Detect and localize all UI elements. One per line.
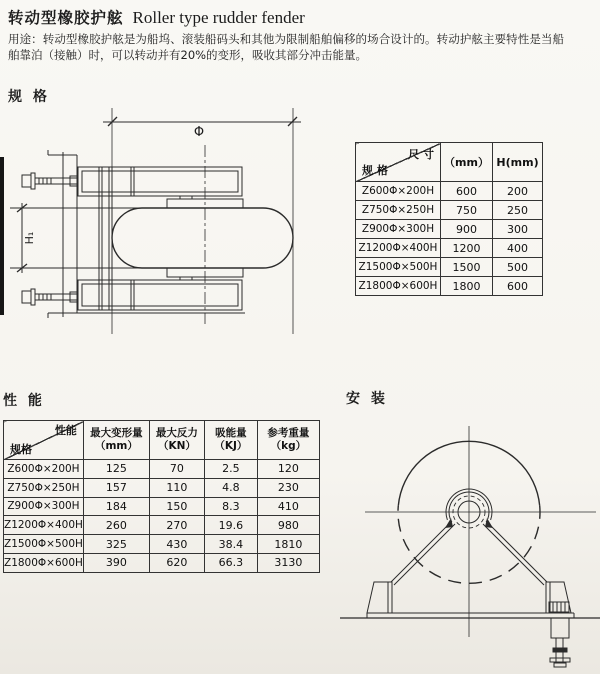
table-row bbox=[4, 478, 320, 497]
spec-table-header bbox=[356, 143, 543, 182]
frame-posts bbox=[99, 167, 112, 310]
model-cell: Z1800Φ×600H bbox=[4, 553, 84, 572]
model-cell: Z1500Φ×500H bbox=[356, 258, 441, 277]
corner-label-size: 尺 寸 bbox=[408, 148, 434, 161]
col-header-energy bbox=[204, 421, 257, 460]
table-row bbox=[356, 182, 543, 201]
height-dimension bbox=[10, 203, 263, 273]
col-header-weight bbox=[257, 421, 319, 460]
height-dim-label: H₁ bbox=[23, 231, 36, 245]
height-cell: 500 bbox=[493, 258, 543, 277]
table-row bbox=[356, 258, 543, 277]
corner-label-model: 规格 bbox=[10, 443, 32, 456]
header-unit: （KN） bbox=[157, 440, 196, 452]
spec-section-heading: 规 格 bbox=[8, 89, 50, 105]
header-label: 最大变形量 bbox=[90, 427, 143, 439]
height-cell: 200 bbox=[493, 182, 543, 201]
table-row bbox=[4, 516, 320, 535]
frame-top-beam bbox=[78, 167, 242, 196]
performance-section-heading: 性 能 bbox=[3, 393, 45, 409]
deflection-cell: 260 bbox=[83, 516, 149, 535]
anchor-bolt-head bbox=[549, 602, 569, 612]
table-row bbox=[4, 460, 320, 479]
col-header-deflection bbox=[83, 421, 149, 460]
diameter-cell: 1800 bbox=[441, 277, 493, 296]
header-label: 参考重量 bbox=[267, 427, 310, 439]
left-foot bbox=[367, 582, 392, 613]
table-row bbox=[4, 535, 320, 554]
right-foot bbox=[546, 582, 571, 613]
corner-label-performance: 性能 bbox=[54, 424, 77, 437]
model-cell: Z600Φ×200H bbox=[4, 460, 84, 479]
spec-corner-cell bbox=[356, 143, 441, 182]
weight-cell: 1810 bbox=[257, 535, 319, 554]
table-row bbox=[4, 497, 320, 516]
diameter-cell: 600 bbox=[441, 182, 493, 201]
diameter-cell: 900 bbox=[441, 220, 493, 239]
model-cell: Z900Φ×300H bbox=[356, 220, 441, 239]
diameter-cell: 1200 bbox=[441, 239, 493, 258]
performance-table bbox=[3, 420, 320, 573]
reaction-cell: 150 bbox=[149, 497, 204, 516]
reaction-cell: 70 bbox=[149, 460, 204, 479]
deflection-cell: 325 bbox=[83, 535, 149, 554]
height-cell: 300 bbox=[493, 220, 543, 239]
height-cell: 400 bbox=[493, 239, 543, 258]
model-cell: Z600Φ×200H bbox=[356, 182, 441, 201]
deflection-cell: 184 bbox=[83, 497, 149, 516]
model-cell: Z1800Φ×600H bbox=[356, 277, 441, 296]
table-row bbox=[356, 277, 543, 296]
model-cell: Z1200Φ×400H bbox=[356, 239, 441, 258]
energy-cell: 8.3 bbox=[204, 497, 257, 516]
energy-cell: 4.8 bbox=[204, 478, 257, 497]
col-header-height: H(mm) bbox=[493, 143, 543, 182]
usage-paragraph: 用途：转动型橡胶护舷是为船坞、滚装船码头和其他为限制船舶偏移的场合设计的。转动护舷主要特性是当船舶靠泊（接触）时，可以转动并有20%的变形，吸收其部分冲击能量。 bbox=[8, 32, 564, 62]
weight-cell: 980 bbox=[257, 516, 319, 535]
page-title-zh: 转动型橡胶护舷 bbox=[8, 9, 124, 27]
header-unit: （KJ） bbox=[214, 440, 248, 452]
model-cell: Z900Φ×300H bbox=[4, 497, 84, 516]
model-cell: Z750Φ×250H bbox=[4, 478, 84, 497]
weight-cell: 3130 bbox=[257, 553, 319, 572]
diameter-cell: 1500 bbox=[441, 258, 493, 277]
reaction-cell: 430 bbox=[149, 535, 204, 554]
diameter-dimension bbox=[103, 108, 301, 334]
table-row bbox=[356, 220, 543, 239]
energy-cell: 19.6 bbox=[204, 516, 257, 535]
reaction-cell: 620 bbox=[149, 553, 204, 572]
energy-cell: 66.3 bbox=[204, 553, 257, 572]
model-cell: Z1200Φ×400H bbox=[4, 516, 84, 535]
header-label: 最大反力 bbox=[155, 427, 198, 439]
deflection-cell: 157 bbox=[83, 478, 149, 497]
deflection-cell: 390 bbox=[83, 553, 149, 572]
table-row bbox=[356, 239, 543, 258]
base-plate bbox=[367, 613, 574, 618]
height-cell: 600 bbox=[493, 277, 543, 296]
table-row bbox=[4, 553, 320, 572]
spec-table bbox=[355, 142, 543, 296]
col-header-reaction bbox=[149, 421, 204, 460]
energy-cell: 38.4 bbox=[204, 535, 257, 554]
weight-cell: 410 bbox=[257, 497, 319, 516]
weight-cell: 230 bbox=[257, 478, 319, 497]
reaction-cell: 110 bbox=[149, 478, 204, 497]
model-cell: Z750Φ×250H bbox=[356, 201, 441, 220]
page-title-en: Roller type rudder fender bbox=[132, 8, 305, 27]
diameter-cell: 750 bbox=[441, 201, 493, 220]
performance-table-header bbox=[4, 421, 320, 460]
diameter-dim-label: Φ bbox=[193, 125, 205, 140]
installation-drawing bbox=[340, 400, 600, 674]
corner-label-model: 规 格 bbox=[362, 164, 388, 177]
page-title bbox=[8, 6, 305, 28]
reaction-cell: 270 bbox=[149, 516, 204, 535]
model-cell: Z1500Φ×500H bbox=[4, 535, 84, 554]
anchor-bolt bbox=[550, 618, 570, 667]
weight-cell: 120 bbox=[257, 460, 319, 479]
header-label: 吸能量 bbox=[215, 427, 247, 439]
col-header-diameter: （mm） bbox=[441, 143, 493, 182]
perf-corner-cell bbox=[4, 421, 84, 460]
header-unit: （kg） bbox=[270, 440, 307, 452]
wall-plate bbox=[48, 150, 77, 318]
energy-cell: 2.5 bbox=[204, 460, 257, 479]
header-unit: （mm） bbox=[94, 440, 138, 452]
mounting-bolt-bottom bbox=[22, 289, 78, 305]
roller-body bbox=[112, 208, 293, 268]
frame-bottom-beam bbox=[63, 280, 245, 313]
fender-cross-section-drawing bbox=[0, 100, 340, 340]
installation-section-heading: 安 装 bbox=[346, 391, 388, 407]
table-row bbox=[356, 201, 543, 220]
deflection-cell: 125 bbox=[83, 460, 149, 479]
mounting-bolt-top bbox=[22, 173, 78, 189]
height-cell: 250 bbox=[493, 201, 543, 220]
